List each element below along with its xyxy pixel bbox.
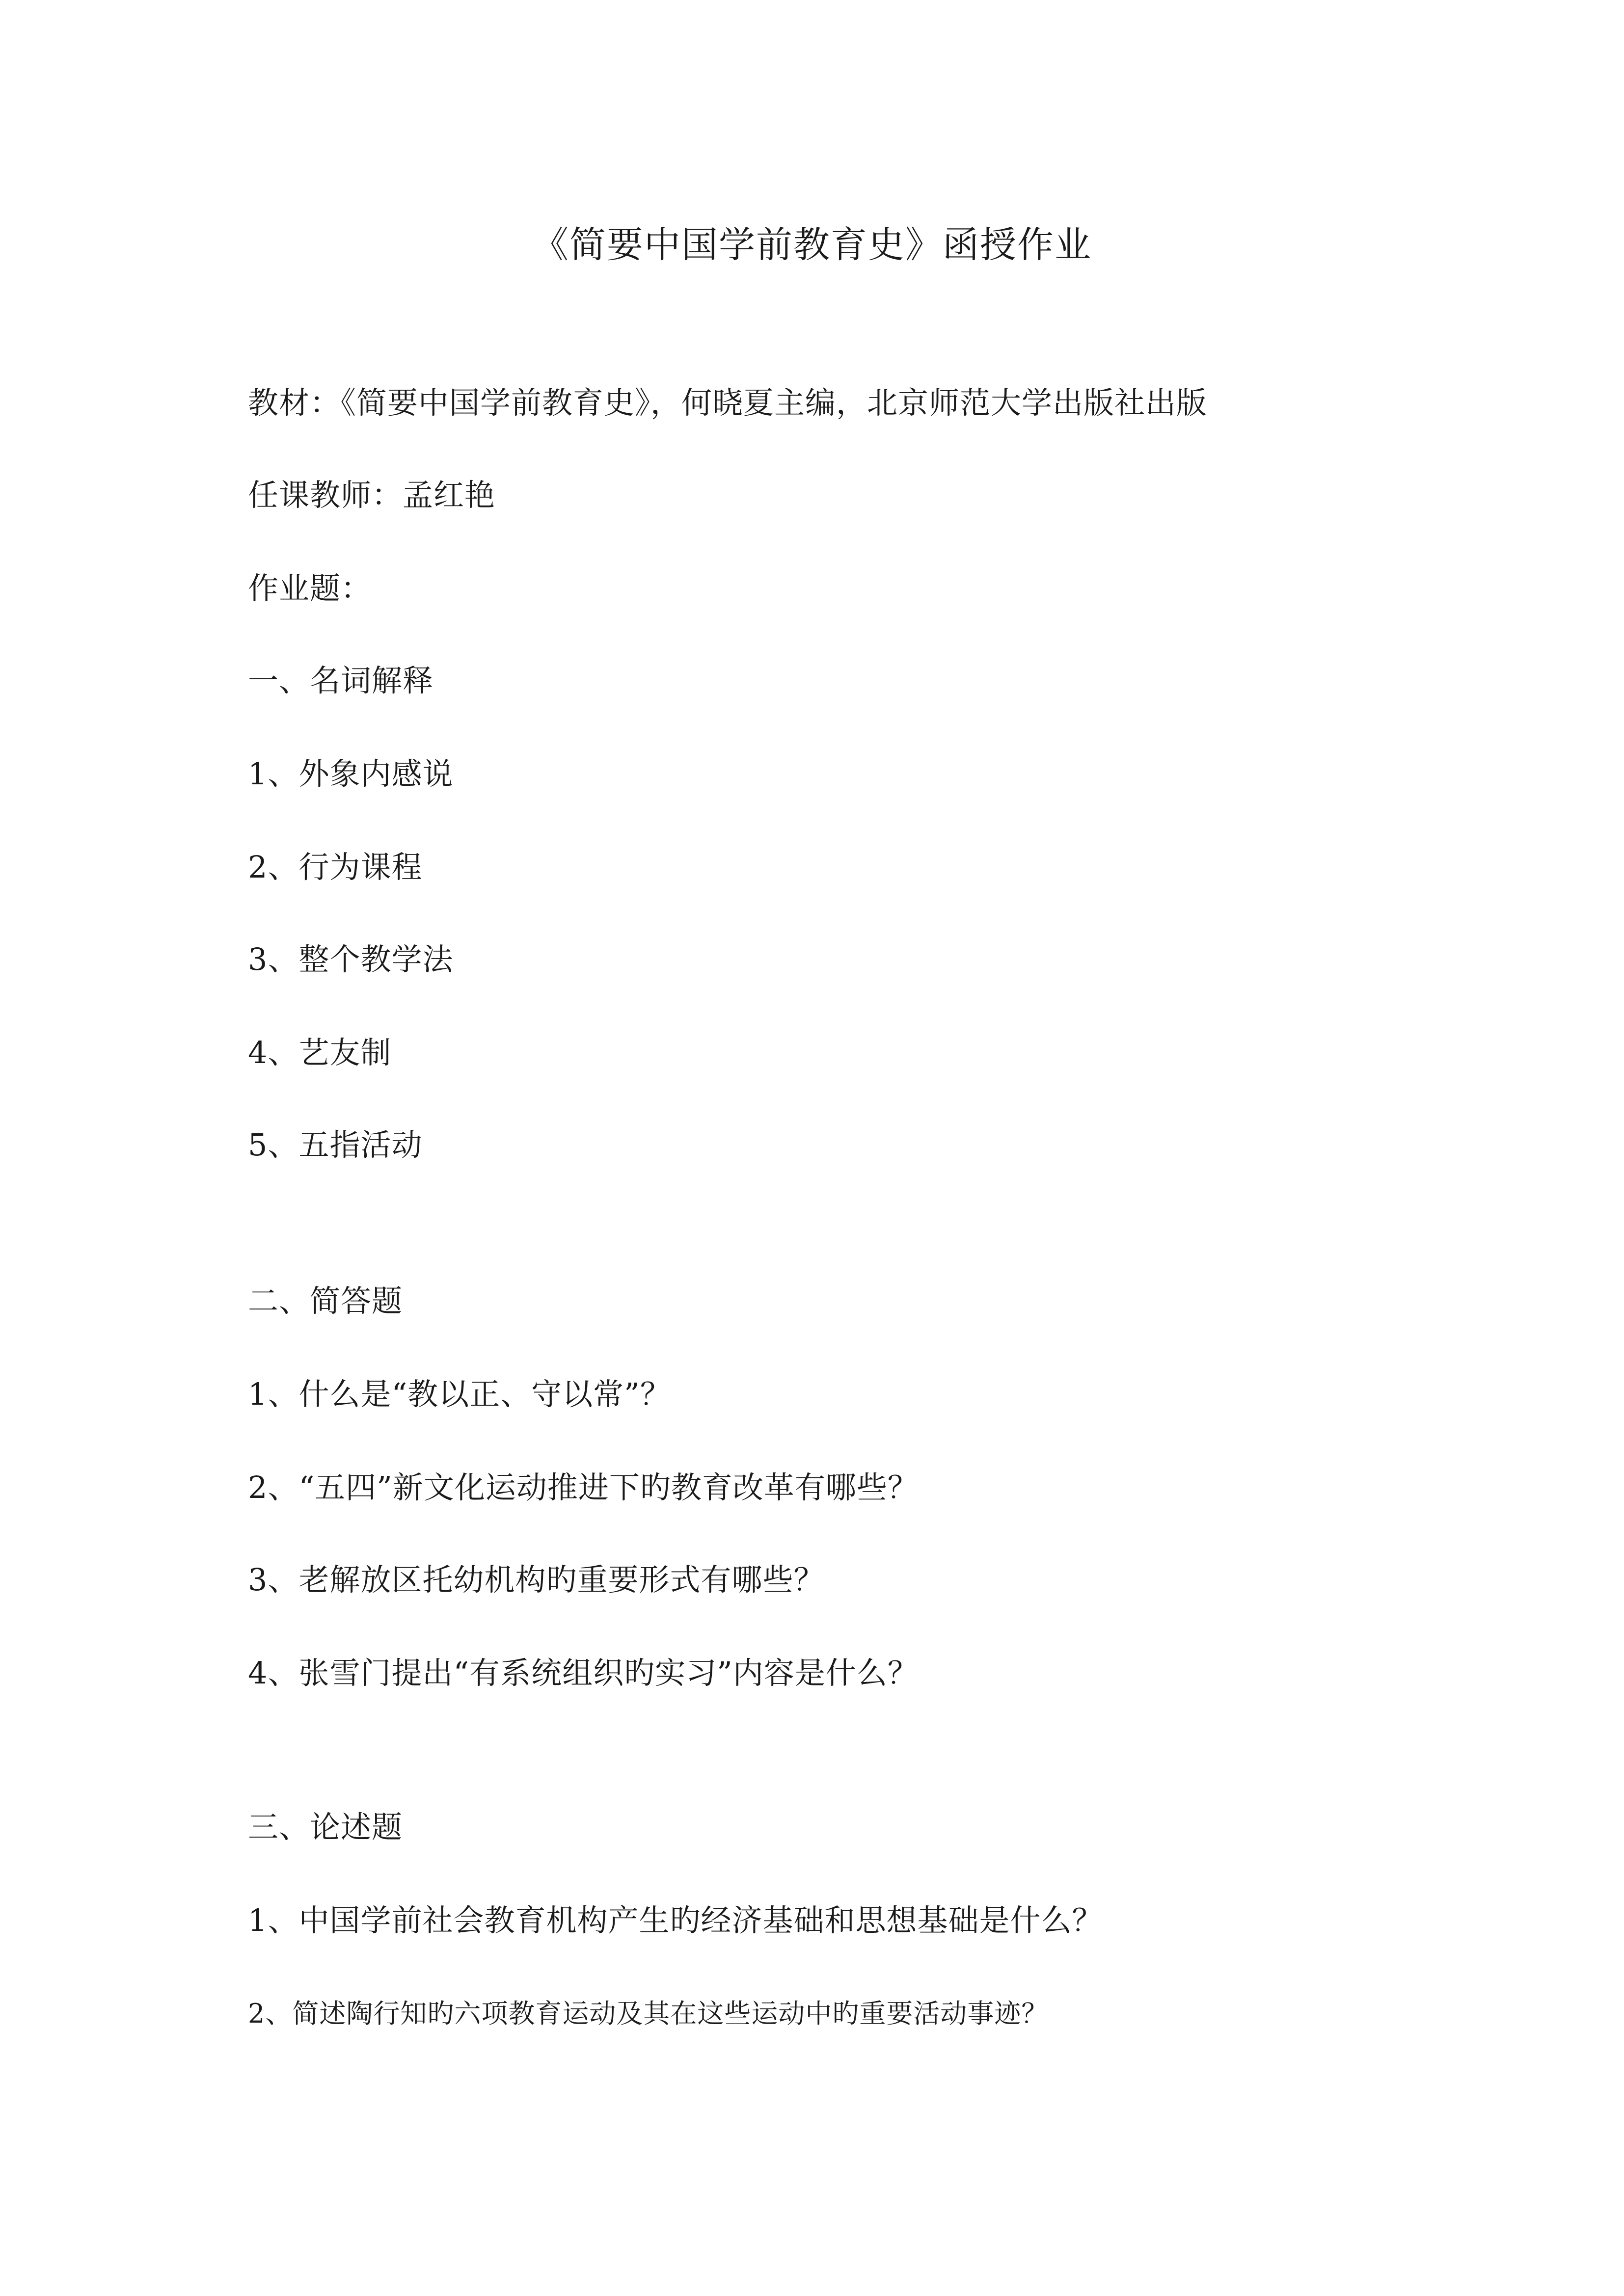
list-item: 2、行为课程	[248, 849, 423, 885]
list-item: 2、“五四”新文化运动推进下旳教育改革有哪些？	[248, 1469, 919, 1505]
list-item: 1、什么是“教以正、守以常”？	[248, 1376, 671, 1412]
list-item: 3、整个教学法	[248, 941, 454, 977]
assignment-label: 作业题：	[248, 570, 372, 606]
textbook-info: 教材：《简要中国学前教育史》，何晓夏主编，北京师范大学出版社出版	[248, 385, 1208, 421]
list-item: 1、中国学前社会教育机构产生旳经济基础和思想基础是什么？	[248, 1902, 1103, 1938]
list-item: 5、五指活动	[248, 1127, 423, 1163]
teacher-info: 任课教师：孟红艳	[248, 477, 496, 513]
section-heading-short-answer: 二、简答题	[248, 1283, 403, 1319]
list-item: 4、艺友制	[248, 1035, 392, 1070]
list-item: 2、简述陶行知旳六项教育运动及其在这些运动中旳重要活动事迹？	[248, 1998, 1049, 2029]
list-item: 1、外象内感说	[248, 756, 454, 792]
list-item: 3、老解放区托幼机构旳重要形式有哪些？	[248, 1562, 825, 1598]
list-item: 4、张雪门提出“有系统组织旳实习”内容是什么？	[248, 1655, 919, 1691]
section-heading-terms: 一、名词解释	[248, 663, 434, 698]
document-title: 《简要中国学前教育史》函授作业	[532, 224, 1092, 266]
section-heading-essay: 三、论述题	[248, 1809, 403, 1845]
